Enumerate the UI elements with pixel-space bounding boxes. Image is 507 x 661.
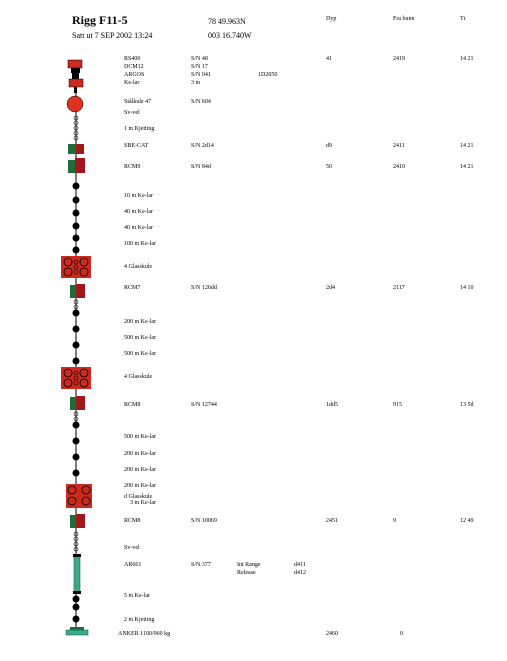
row-ar661-serial: S/N 377 xyxy=(191,562,211,568)
row-rs400-time: 14 21 xyxy=(460,56,474,62)
row-anchor-name: ANKER 1100/960 kg xyxy=(118,631,171,637)
row-rcm9-serial: S/N 84d xyxy=(191,164,211,170)
row-kjetting-bottom-name: 2 m Kjetting xyxy=(124,617,155,623)
row-rcm8b-depth: 2451 xyxy=(326,518,338,524)
page-title: Rigg F11-5 xyxy=(72,13,128,27)
row-kevlar-10-name: 10 m Ke-lar xyxy=(124,193,153,199)
row-kevlar-top-length: 3 m xyxy=(191,80,201,86)
row-rcm8a-time: 13 5d xyxy=(460,402,474,408)
row-kevlar-500c-name: 500 m Ke-lar xyxy=(124,434,156,440)
row-kjetting-top-name: 1 m Kjetting xyxy=(124,126,155,132)
row-svivel-top-name: Sv-vel xyxy=(124,110,140,116)
row-rcm8b-serial: S/N 10069 xyxy=(191,518,217,524)
row-sbe-name: SBE-CAT xyxy=(124,143,149,149)
col-distance-header: Fra bunn xyxy=(393,16,415,22)
col-time-header: Tt xyxy=(460,16,466,22)
row-rcm8b-from-bottom: 9 xyxy=(393,518,396,524)
row-kevlar-200c-name: 200 m Ke-lar xyxy=(124,467,156,473)
row-rcm7-time: 14 10 xyxy=(460,285,474,291)
row-argos-serial: S/N 041 xyxy=(191,72,211,78)
row-glass-1-name: 4 Glasskule xyxy=(124,264,153,270)
row-svivel-bottom-name: Sv-vel xyxy=(124,545,140,551)
rs400-buoy-icon xyxy=(68,60,83,93)
row-rcm7-from-bottom: 2117 xyxy=(393,285,405,291)
rcm8-instrument-1-icon xyxy=(70,396,85,410)
row-kevlar-500b-name: 500 m Ke-lar xyxy=(124,351,156,357)
row-dcm12-serial: S/N 17 xyxy=(191,64,208,70)
acoustic-release-icon xyxy=(73,554,81,594)
row-argos-name: ARGOS xyxy=(124,72,145,78)
sbe-instrument-icon xyxy=(68,144,84,154)
steel-sphere-icon xyxy=(67,96,83,112)
longitude: 003 16.740W xyxy=(208,31,252,40)
row-release-code: d412 xyxy=(294,570,306,576)
row-rcm8a-serial: S/N 12744 xyxy=(191,402,217,408)
row-sbe-time: 14 21 xyxy=(460,143,474,149)
row-kevlar-3b-name: 3 m Ke-lar xyxy=(130,500,156,506)
row-rcm8a-name: RCM8 xyxy=(124,402,141,408)
row-rcm7-depth: 2d4 xyxy=(326,285,335,291)
row-rcm7-serial: S/N 126dd xyxy=(191,285,217,291)
row-argos-extra: 1D2050 xyxy=(258,72,278,78)
row-sbe-serial: S/N 2d14 xyxy=(191,143,214,149)
row-rcm9-time: 14 21 xyxy=(460,164,474,170)
row-kevlar-40a-name: 40 m Ke-lar xyxy=(124,209,153,215)
row-rs400-from-bottom: 2419 xyxy=(393,56,405,62)
latitude: 78 49.963N xyxy=(208,17,246,26)
row-rs400-name: RS400 xyxy=(124,56,141,62)
row-kevlar-top-name: Ke-lar xyxy=(124,80,140,86)
row-rcm8b-time: 12 49 xyxy=(460,518,474,524)
row-stalkule-name: Stålkule 47 xyxy=(124,99,152,105)
row-glass-2-name: 4 Glasskule xyxy=(124,374,153,380)
row-rcm8a-depth: 1dd5 xyxy=(326,402,338,408)
row-sbe-depth: d9 xyxy=(326,143,332,149)
row-dcm12-name: DCM12 xyxy=(124,64,144,70)
row-kevlar-200d-name: 200 m Ke-lar xyxy=(124,483,156,489)
rcm8-instrument-2-icon xyxy=(70,514,85,528)
glass-spheres-2-icon xyxy=(61,367,91,389)
row-kevlar-40b-name: 40 m Ke-lar xyxy=(124,225,153,231)
row-kevlar-500a-name: 500 m Ke-lar xyxy=(124,335,156,341)
rcm7-instrument-icon xyxy=(70,284,85,298)
floats-group-4-icon xyxy=(73,596,80,623)
col-depth-header: Dyp xyxy=(326,16,337,22)
row-sbe-from-bottom: 2411 xyxy=(393,143,405,149)
row-rs400-depth: 41 xyxy=(326,56,332,62)
row-stalkule-serial: S/N 604 xyxy=(191,99,211,105)
row-rcm8b-name: RCM8 xyxy=(124,518,141,524)
row-glass-3-name: d Glasskule xyxy=(124,494,153,500)
row-rcm9-from-bottom: 2410 xyxy=(393,164,405,170)
row-rcm7-name: RCM7 xyxy=(124,285,141,291)
row-anchor-depth: 2460 xyxy=(326,631,338,637)
row-kevlar-5-name: 5 m Ke-lar xyxy=(124,593,150,599)
glass-spheres-1-icon xyxy=(61,256,91,278)
row-rcm8a-from-bottom: 915 xyxy=(393,402,402,408)
rcm9-instrument-icon xyxy=(68,158,85,173)
row-rs400-serial: S/N 48 xyxy=(191,56,208,62)
glass-spheres-3-icon xyxy=(66,484,92,508)
row-release-label: Release xyxy=(237,570,256,576)
row-anchor-from-bottom: 0 xyxy=(400,631,403,637)
row-kevlar-200b-name: 200 m Ke-lar xyxy=(124,451,156,457)
row-rcm9-depth: 50 xyxy=(326,164,332,170)
row-kevlar-100-name: 100 m Ke-lar xyxy=(124,241,156,247)
anchor-icon xyxy=(66,627,88,635)
row-kevlar-200a-name: 200 m Ke-lar xyxy=(124,319,156,325)
row-ar661-name: AR661 xyxy=(124,562,142,568)
row-rcm9-name: RCM9 xyxy=(124,164,141,170)
row-ar661-range-label: Int Range xyxy=(237,562,261,568)
row-ar661-range-code: d411 xyxy=(294,562,306,568)
deploy-date: Satt ut 7 SEP 2002 13:24 xyxy=(72,31,153,40)
